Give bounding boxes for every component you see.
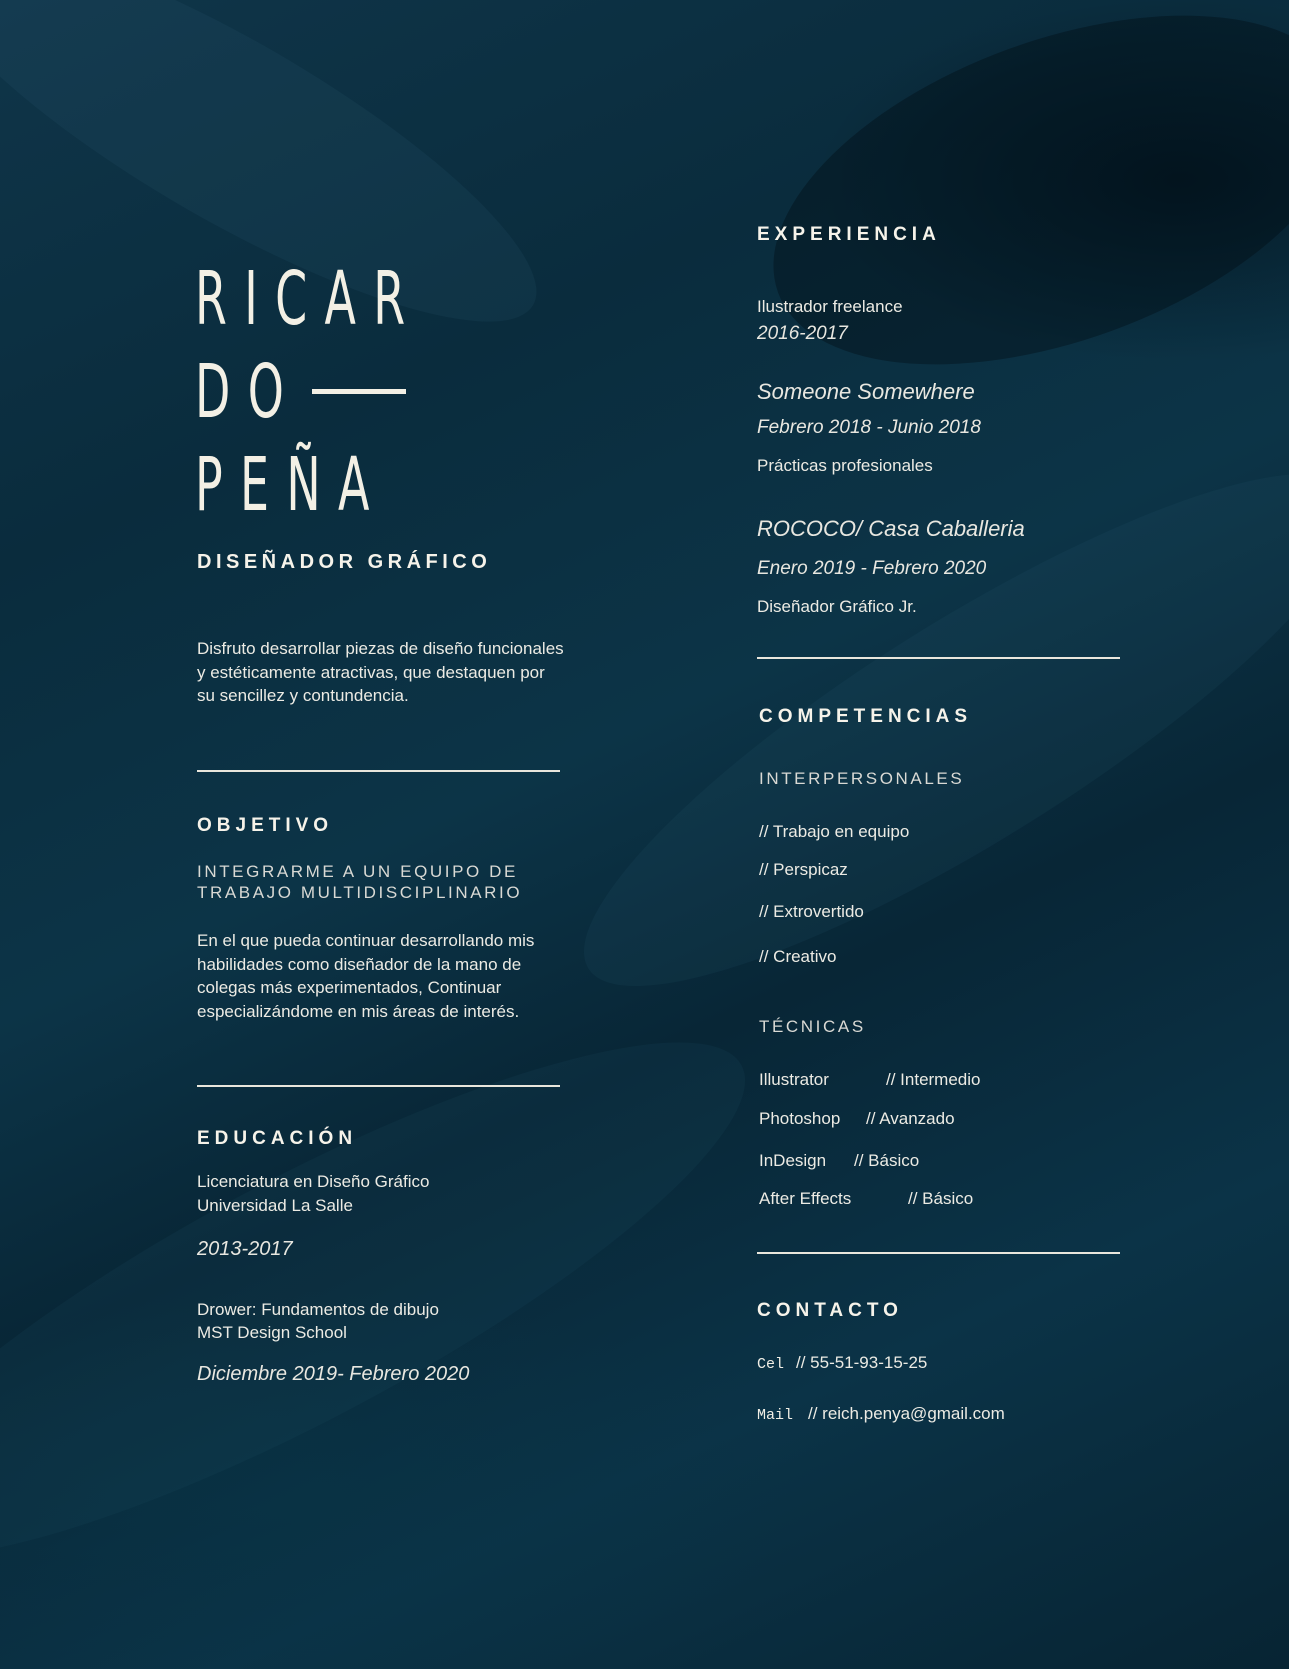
competencias-heading: COMPETENCIAS [759,706,973,727]
exp-2-role: Prácticas profesionales [757,456,933,475]
edu-2-line1: Drower: Fundamentos de dibujo [197,1300,439,1319]
objetivo-heading: OBJETIVO [197,815,334,836]
phone-label: Cel [757,1356,785,1373]
interpersonal-item: // Trabajo en equipo [759,822,910,841]
name-line-1: RICAR [195,256,423,342]
contacto-heading: CONTACTO [757,1300,903,1321]
interpersonal-item: // Perspicaz [759,860,848,879]
exp-1-dates: 2016-2017 [757,323,848,344]
mail-label: Mail [757,1407,794,1424]
interpersonal-item: // Extrovertido [759,902,864,921]
texture-streak [727,0,1289,434]
tool-name: Photoshop [759,1109,841,1128]
role-title: DISEÑADOR GRÁFICO [197,551,492,573]
name-line-3: PEÑA [195,442,387,528]
divider [757,1252,1120,1254]
mail-link[interactable]: // reich.penya@gmail.com [808,1404,1005,1423]
objetivo-subtitle-2: TRABAJO MULTIDISCIPLINARIO [197,883,523,902]
tool-level: // Básico [854,1151,920,1170]
exp-2-dates: Febrero 2018 - Junio 2018 [757,417,981,438]
interpersonales-heading: INTERPERSONALES [759,769,965,788]
educacion-heading: EDUCACIÓN [197,1128,358,1149]
exp-2-company: Someone Somewhere [757,379,975,404]
edu-1-line2: Universidad La Salle [197,1196,353,1215]
divider [757,657,1120,659]
summary-text: Disfruto desarrollar piezas de diseño funcionales y estéticamente atractivas, que destaquen por su sencillez y contundencia. [197,639,564,705]
experiencia-heading: EXPERIENCIA [757,224,941,245]
tool-level: // Avanzado [866,1109,955,1128]
tecnicas-heading: TÉCNICAS [759,1017,866,1036]
name-line-2 [195,349,302,435]
tool-name: After Effects [759,1189,852,1208]
exp-1-title: Ilustrador freelance [757,297,903,316]
phone-value: // 55-51-93-15-25 [796,1353,928,1372]
exp-3-company: ROCOCO/ Casa Caballeria [757,516,1025,541]
tool-name: Illustrator [759,1070,829,1089]
edu-1-line1: Licenciatura en Diseño Gráfico [197,1172,430,1191]
divider [197,1085,560,1087]
objetivo-text: En el que pueda continuar desarrollando mis habilidades como diseñador de la mano de colegas más experimentados, Continuar especializándome en mis áreas de interés. [197,931,535,1021]
tool-level: // Intermedio [886,1070,981,1089]
texture-streak [530,398,1289,1061]
tool-name: InDesign [759,1151,827,1170]
tool-level: // Básico [908,1189,974,1208]
name-line-2-text: DO [195,349,302,435]
edu-2-dates: Diciembre 2019- Febrero 2020 [197,1363,470,1385]
exp-3-role: Diseñador Gráfico Jr. [757,597,917,616]
divider [197,770,560,772]
name-dash [312,389,406,394]
exp-3-dates: Enero 2019 - Febrero 2020 [757,558,987,579]
objetivo-subtitle-1: INTEGRARME A UN EQUIPO DE [197,862,518,881]
interpersonal-item: // Creativo [759,947,837,966]
edu-1-dates: 2013-2017 [197,1238,293,1260]
edu-2-line2: MST Design School [197,1323,347,1342]
